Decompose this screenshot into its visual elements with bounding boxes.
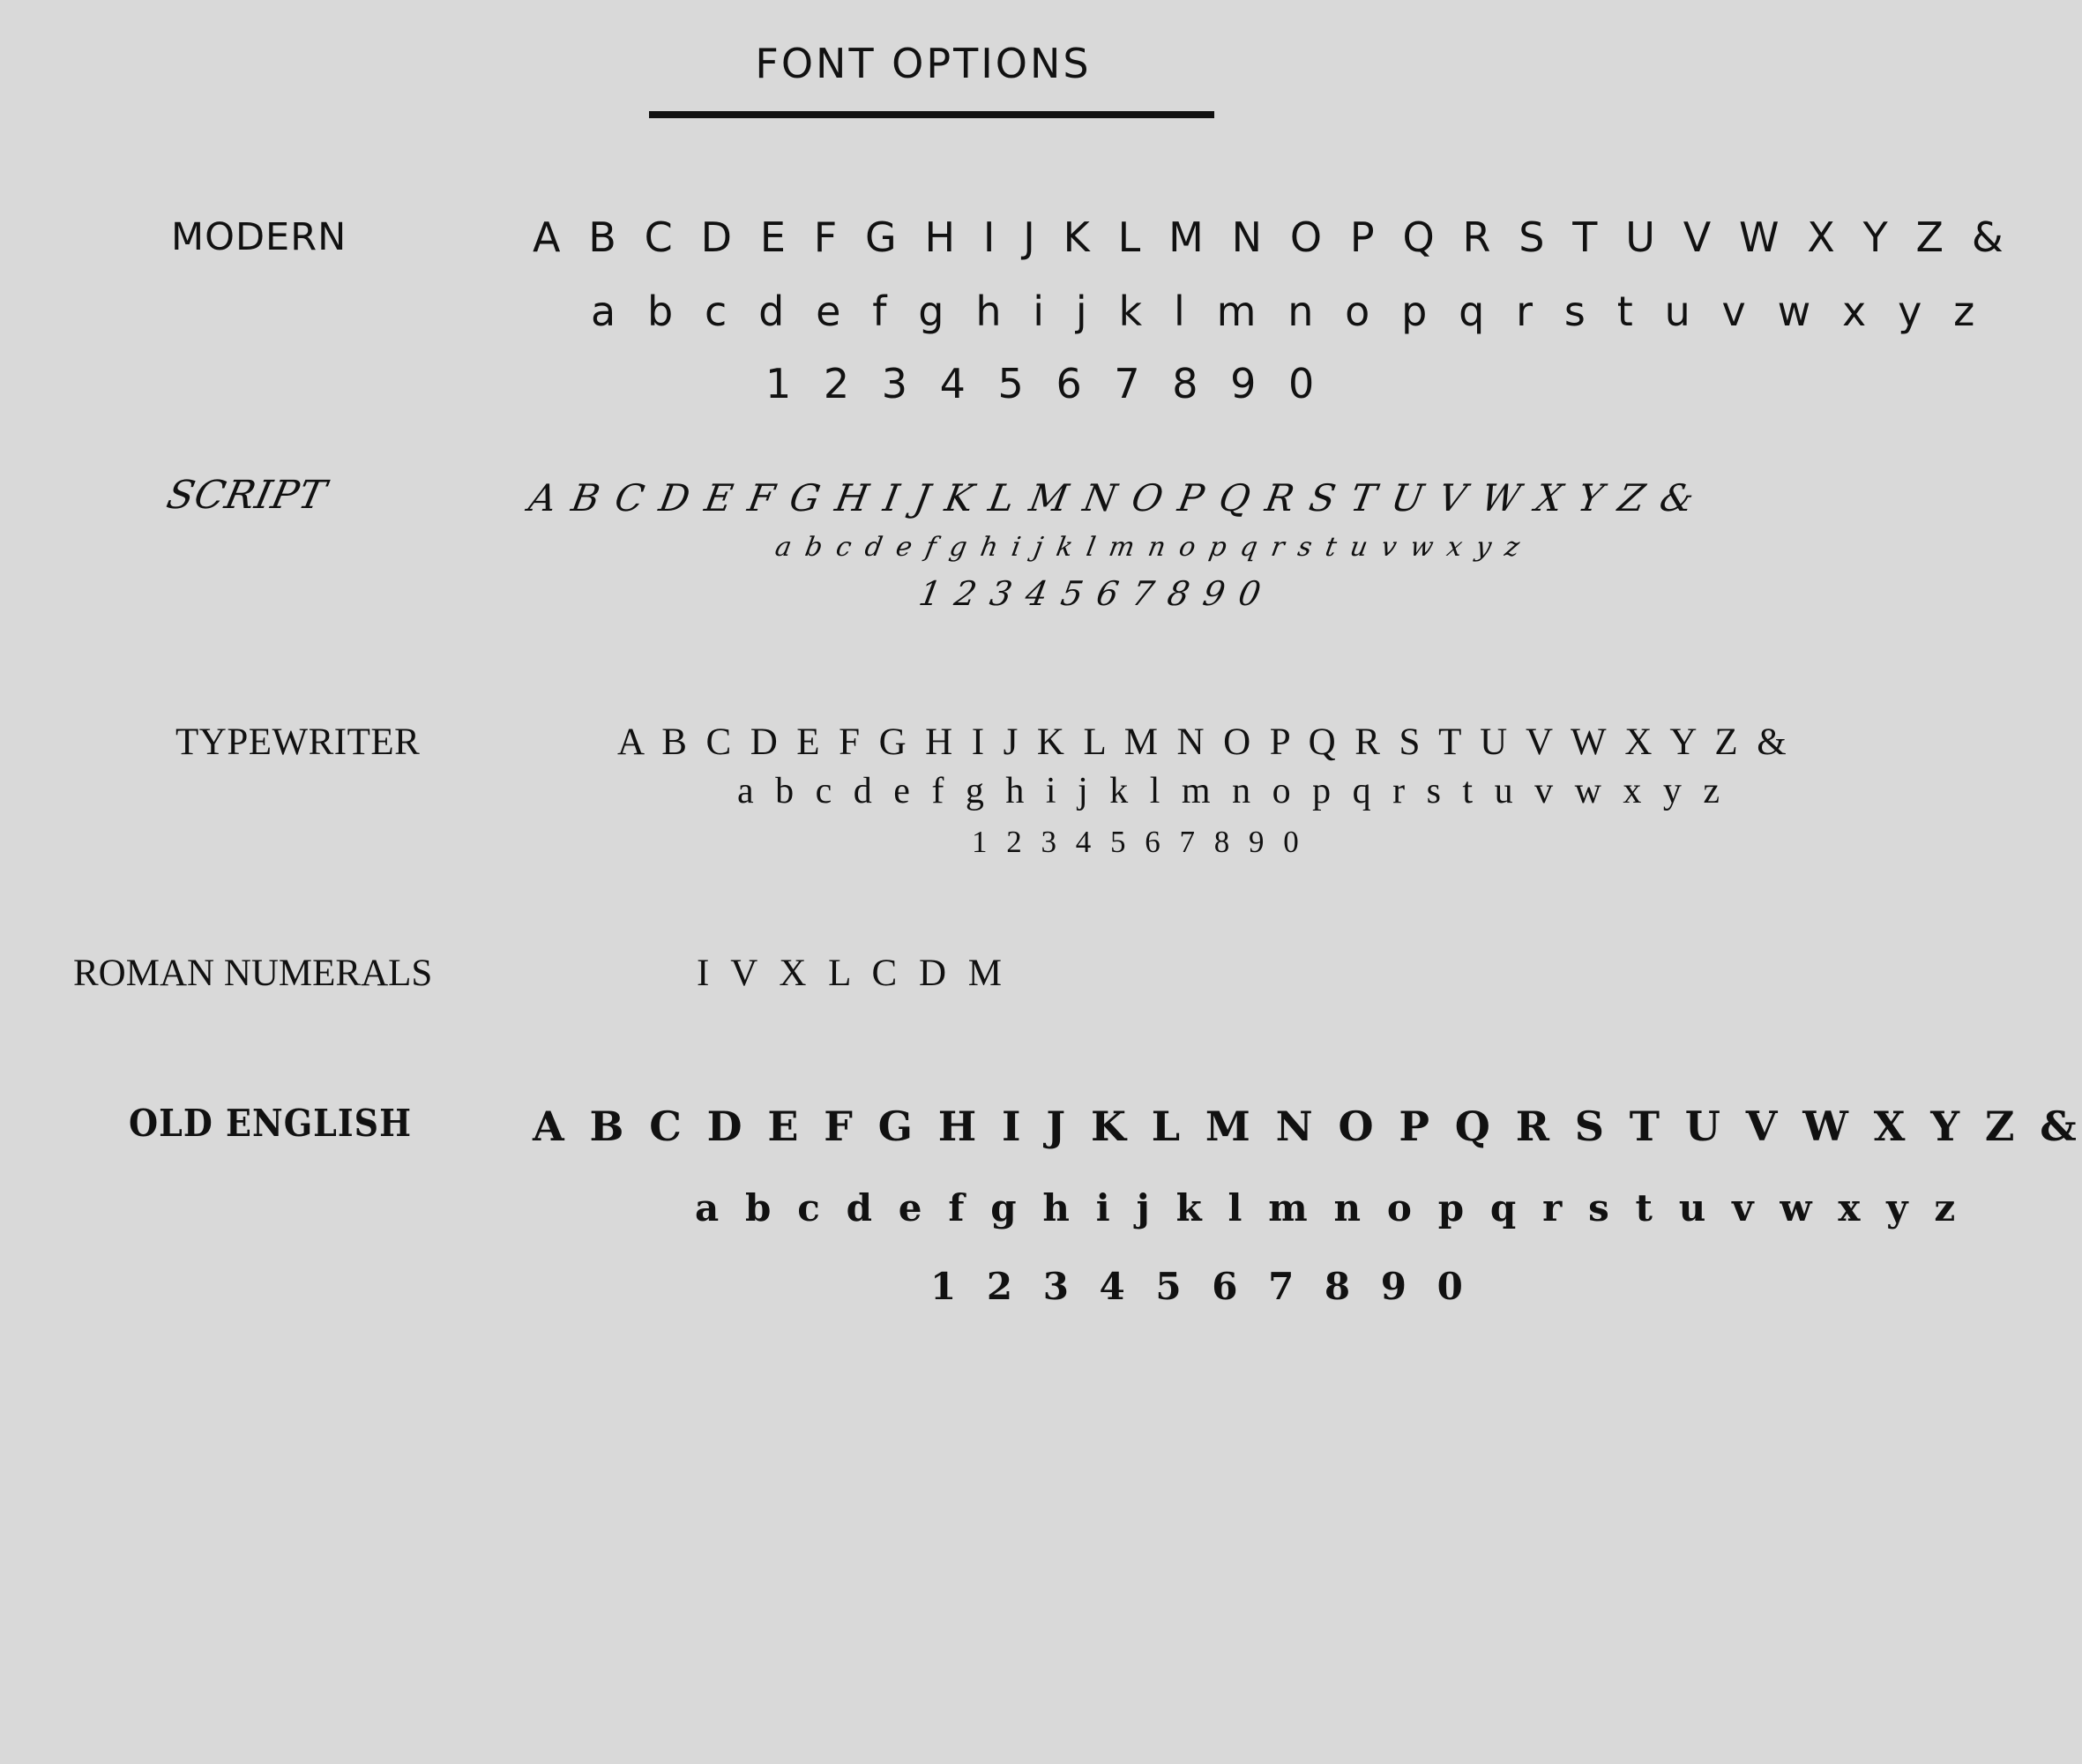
script-lowercase-sample: a b c d e f g h i j k l m n o p q r s t u v w x y z: [772, 532, 1525, 563]
font-label-typewriter: TYPEWRITER: [175, 721, 421, 763]
old-english-digits-sample: 1 2 3 4 5 6 7 8 9 0: [930, 1265, 1472, 1308]
old-english-lowercase-sample: a b c d e f g h i j k l m n o p q r s t u v w x y z: [695, 1186, 1962, 1230]
typewriter-lowercase-sample: a b c d e f g h i j k l m n o p q r s t u v w x y z: [737, 771, 1727, 811]
old-english-uppercase-sample: A B C D E F G H I J K L M N O P Q R S T U V W X Y Z &: [533, 1102, 2082, 1150]
modern-uppercase-sample: A B C D E F G H I J K L M N O P Q R S T U V W X Y Z &: [533, 213, 2011, 261]
font-label-script: SCRIPT: [162, 473, 331, 518]
font-label-roman-numerals: ROMAN NUMERALS: [73, 953, 433, 994]
script-uppercase-sample: A B C D E F G H I J K L M N O P Q R S T U V W X Y Z &: [526, 476, 1700, 519]
modern-lowercase-sample: a b c d e f g h i j k l m n o p q r s t u v w x y z: [591, 288, 1984, 335]
modern-digits-sample: 1 2 3 4 5 6 7 8 9 0: [765, 360, 1325, 407]
title-underline: [649, 111, 1214, 118]
typewriter-uppercase-sample: A B C D E F G H I J K L M N O P Q R S T U V W X Y Z &: [617, 721, 1792, 763]
page-title: FONT OPTIONS: [755, 40, 1092, 87]
font-label-old-english: OLD ENGLISH: [129, 1101, 412, 1146]
typewriter-digits-sample: 1 2 3 4 5 6 7 8 9 0: [972, 825, 1305, 859]
roman-numerals-sample: I V X L C D M: [697, 953, 1009, 994]
script-digits-sample: 1 2 3 4 5 6 7 8 9 0: [915, 574, 1266, 613]
font-label-modern: MODERN: [171, 215, 347, 259]
